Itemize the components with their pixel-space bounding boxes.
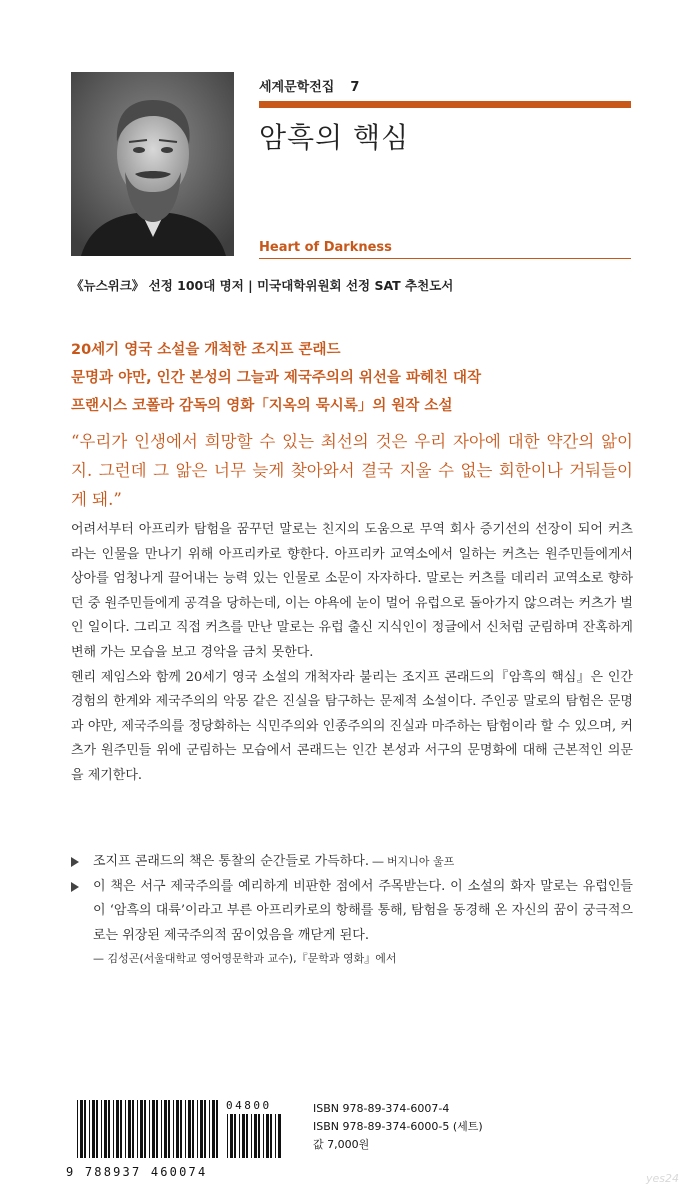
barcode-bar (161, 1100, 162, 1158)
promo-line: 프랜시스 코폴라 감독의 영화「지옥의 묵시록」의 원작 소설 (71, 398, 453, 414)
barcode-bar (132, 1100, 134, 1158)
barcode-bar (104, 1100, 107, 1158)
review-source: — 김성곤(서울대학교 영어영문학과 교수),『문학과 영화』에서 (93, 952, 397, 966)
barcode-bar (128, 1100, 131, 1158)
triangle-bullet-icon (71, 857, 79, 867)
triangle-bullet-icon (71, 882, 79, 892)
barcode-bar (89, 1100, 90, 1158)
featured-quote: “우리가 인생에서 희망할 수 있는 최선의 것은 우리 자아에 대한 약간의 앎이지. 그런데 그 앎은 너무 늦게 찾아와서 결국 지울 수 없는 회한이나 거둬들이게 돼.” (71, 432, 633, 509)
barcode-bar (278, 1114, 281, 1158)
review-text: 이 책은 서구 제국주의를 예리하게 비판한 점에서 주목받는다. 이 소설의 화자 말로는 유럽인들이 ‘암흑의 대륙’이라고 부른 아프리카로의 항해를 통해, 탐험을 동경해 온 자신의 꿈이 궁극적으로는 위장된 제국주의적 꿈이었음을 깨닫게 된다. (93, 878, 633, 943)
barcode-bar (263, 1114, 264, 1158)
barcode-bar (176, 1100, 179, 1158)
barcode-bar (101, 1100, 102, 1158)
barcode-bar (266, 1114, 269, 1158)
barcode-bar (173, 1100, 174, 1158)
barcode-digits: 9 788937 460074 (66, 1165, 208, 1179)
isbn-block (313, 1100, 483, 1154)
barcode-bar (116, 1100, 119, 1158)
barcode-bar (137, 1100, 138, 1158)
barcode-bar (230, 1114, 233, 1158)
price: 값 7,000원 (313, 1138, 370, 1151)
barcode-bar (92, 1100, 95, 1158)
series-label (259, 76, 359, 95)
review-item (71, 875, 633, 949)
author-portrait (71, 72, 234, 256)
barcode-bar (216, 1100, 218, 1158)
barcode-bar (164, 1100, 167, 1158)
barcode-bar (180, 1100, 182, 1158)
barcode-bar (84, 1100, 86, 1158)
barcode-bar (144, 1100, 146, 1158)
barcode-bar (234, 1114, 236, 1158)
barcode-bar (188, 1100, 191, 1158)
barcode-bar (108, 1100, 110, 1158)
barcode-bar (242, 1114, 245, 1158)
synopsis-paragraph: 어려서부터 아프리카 탐험을 꿈꾸던 말로는 친지의 도움으로 무역 회사 증기선의 선장이 되어 커츠라는 인물을 만나기 위해 아프리카로 향한다. 아프리카 교역소에서 일하는 커츠는 원주민들에게서 상아를 엄청나게 끌어내는 능력 있는 인물로 소문이 자자하다. 말로는 커츠를 데리러 교역소로 향하던 중 원주민들에게 공격을 당하는데, 이는 야욕에 눈이 멀어 유럽으로 돌아가지 않으려는 커츠가 벌인 일이다. 그리고 직접 커츠를 만난 말로는 유럽 출신 지식인이 정글에서 신처럼 군림하며 잔혹하게 변해 가는 모습을 보고 경악을 금치 못한다. (71, 522, 633, 660)
barcode-bar (239, 1114, 240, 1158)
barcode-bar (168, 1100, 170, 1158)
header-rule-thin (259, 258, 631, 259)
barcode-bar (140, 1100, 143, 1158)
series-number: 7 (350, 80, 360, 95)
barcode-bar (251, 1114, 252, 1158)
barcode-bar (149, 1100, 150, 1158)
barcode-bar (246, 1114, 248, 1158)
barcode-bar (200, 1100, 203, 1158)
barcode-bar (270, 1114, 272, 1158)
barcode-bar (227, 1114, 228, 1158)
barcode-addon-digits: 04800 (226, 1099, 272, 1112)
barcode-bar (96, 1100, 98, 1158)
book-title: 암흑의 핵심 (259, 121, 410, 154)
promo-line: 20세기 영국 소설을 개척한 조지프 콘래드 (71, 342, 341, 358)
promo-line: 문명과 야만, 인간 본성의 그늘과 제국주의의 위선을 파헤친 대작 (71, 370, 482, 386)
barcode-bar (80, 1100, 83, 1158)
barcode-bar (275, 1114, 276, 1158)
header-rule-thick (259, 101, 631, 108)
barcode-bar (77, 1100, 78, 1158)
barcode-bar (197, 1100, 198, 1158)
barcode-bar (212, 1100, 215, 1158)
series-name: 세계문학전집 (259, 80, 335, 95)
watermark-logo: yes24 (646, 1172, 680, 1185)
isbn-line: ISBN 978-89-374-6000-5 (세트) (313, 1120, 483, 1133)
barcode-bar (258, 1114, 260, 1158)
review-text: 조지프 콘래드의 책은 통찰의 순간들로 가득하다. (93, 854, 369, 869)
barcode-bar (254, 1114, 257, 1158)
barcode-bar (113, 1100, 114, 1158)
barcode-bar (204, 1100, 206, 1158)
synopsis-paragraph: 헨리 제임스와 함께 20세기 영국 소설의 개척자라 불리는 조지프 콘래드의『암흑의 핵심』은 인간 경험의 한계와 제국주의의 악몽 같은 진실을 탐구하는 문제적 소설이다. 주인공 말로의 탐험은 문명과 야만, 제국주의를 정당화하는 식민주의와 인종주의의 진실과 마주하는 탐험이라 할 수 있으며, 커츠가 원주민들 위에 군림하는 모습에서 콘래드는 인간 본성과 서구의 문명화에 대해 근본적인 의문을 제기한다. (71, 669, 633, 783)
review-item (71, 850, 633, 875)
barcode-bar (209, 1100, 210, 1158)
promo-lines (71, 336, 641, 420)
barcode-bar (125, 1100, 126, 1158)
barcode-bar (152, 1100, 155, 1158)
barcode-bar (192, 1100, 194, 1158)
barcode-bar (120, 1100, 122, 1158)
awards-line: 《뉴스위크》 선정 100대 명저 | 미국대학위원회 선정 SAT 추천도서 (71, 278, 454, 293)
book-subtitle: Heart of Darkness (259, 240, 392, 255)
review-source: ― 버지니아 울프 (368, 855, 455, 868)
isbn-line: ISBN 978-89-374-6007-4 (313, 1102, 450, 1115)
barcode-bar (185, 1100, 186, 1158)
synopsis (71, 518, 633, 789)
reviews (71, 850, 633, 970)
barcode-bar (156, 1100, 158, 1158)
